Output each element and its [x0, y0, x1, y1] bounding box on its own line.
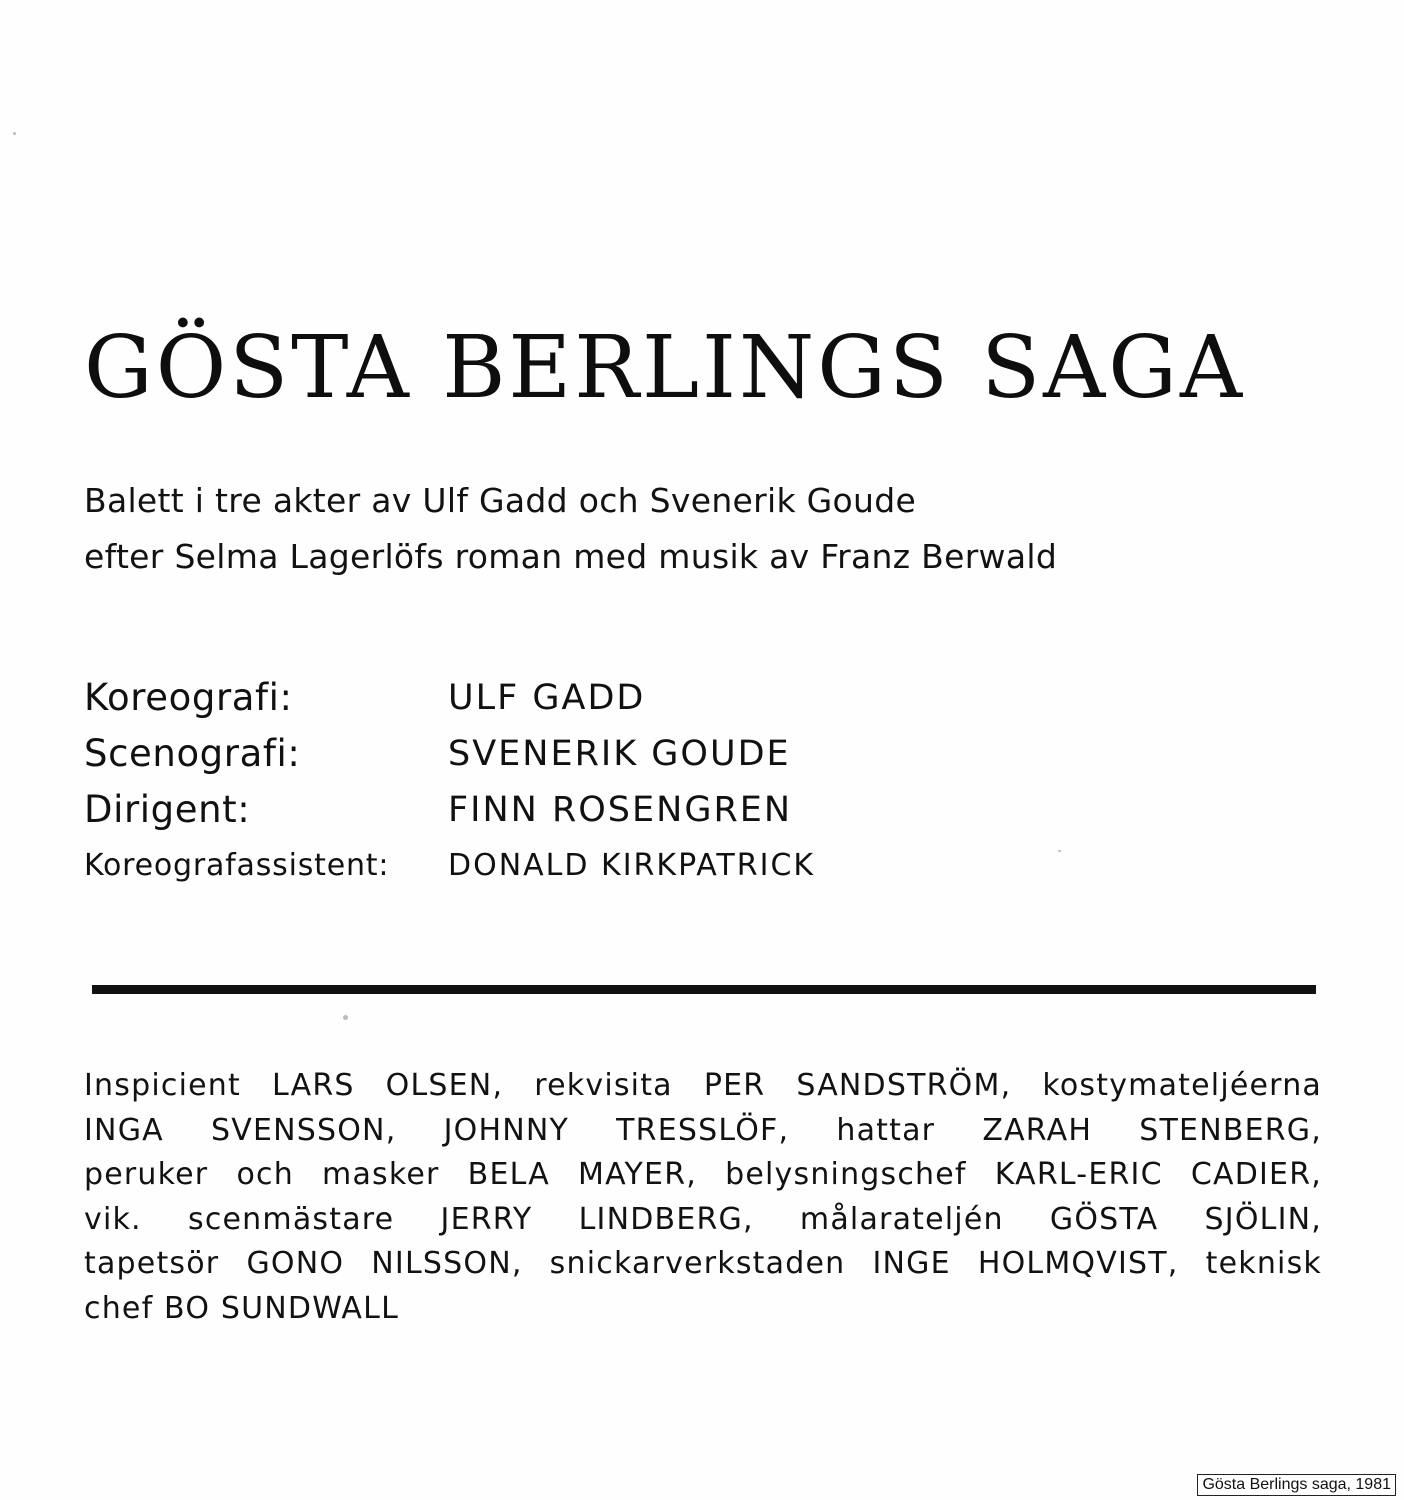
- credit-role: Scenografi:: [84, 732, 301, 775]
- credits-list: [84, 670, 984, 894]
- subtitle: [84, 473, 1057, 585]
- credit-name: DONALD KIRKPATRICK: [448, 848, 816, 883]
- staff-line-4: vik. scenmästare JERRY LINDBERG, målarateljén GÖSTA SJÖLIN,: [84, 1201, 1322, 1237]
- credit-row-koreografi: [84, 670, 984, 726]
- staff-line-5: tapetsör GONO NILSSON, snickarverkstaden INGE HOLMQVIST, teknisk: [84, 1246, 1322, 1281]
- credit-name: ULF GADD: [448, 678, 646, 718]
- credit-role: Koreografassistent:: [84, 848, 390, 883]
- credit-role: Koreografi:: [84, 676, 293, 719]
- paper-speck: [1058, 850, 1061, 852]
- credit-role: Dirigent:: [84, 788, 251, 831]
- paper-speck: [343, 1015, 348, 1020]
- page-title: GÖSTA BERLINGS SAGA: [84, 318, 1246, 418]
- credit-name: SVENERIK GOUDE: [448, 734, 791, 774]
- paper-speck: [13, 132, 16, 135]
- subtitle-line-2: efter Selma Lagerlöfs roman med musik av Franz Berwald: [84, 537, 1058, 576]
- credit-name: FINN ROSENGREN: [448, 790, 793, 830]
- credit-row-dirigent: [84, 782, 984, 838]
- staff-paragraph: [84, 1064, 1322, 1331]
- subtitle-line-1: Balett i tre akter av Ulf Gadd och Svenerik Goude: [84, 481, 917, 520]
- horizontal-rule: [92, 985, 1316, 994]
- staff-line-6: chef BO SUNDWALL: [84, 1290, 399, 1326]
- staff-line-2: INGA SVENSSON, JOHNNY TRESSLÖF, hattar ZARAH STENBERG,: [84, 1112, 1322, 1148]
- credit-row-scenografi: [84, 726, 984, 782]
- credit-row-koreografassistent: [84, 838, 984, 894]
- image-caption: Gösta Berlings saga, 1981: [1197, 1474, 1396, 1496]
- staff-line-3: peruker och masker BELA MAYER, belysningschef KARL-ERIC CADIER,: [84, 1157, 1322, 1192]
- staff-line-1: Inspicient LARS OLSEN, rekvisita PER SANDSTRÖM, kostymateljéerna: [84, 1068, 1322, 1103]
